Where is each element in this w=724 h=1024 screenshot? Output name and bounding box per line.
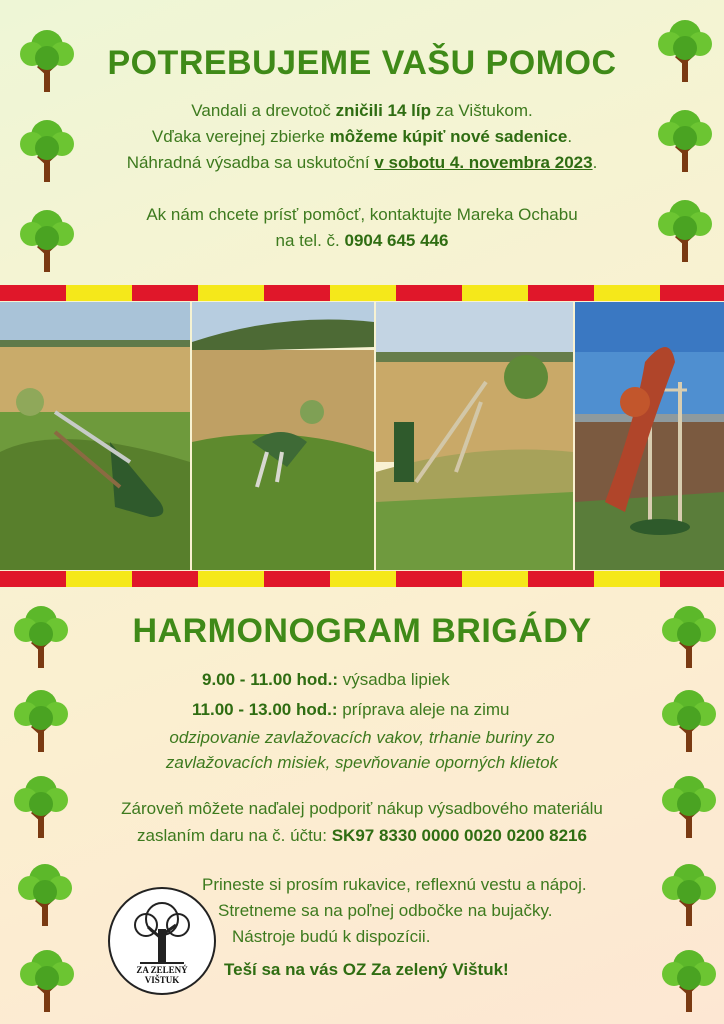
schedule-item-2-detail-1: odzipovanie zavlažovacích vakov, trhanie buriny zo (169, 728, 555, 747)
intro-text (0, 98, 724, 176)
schedule-item-2-detail-2: zavlažovacích misiek, spevňovanie oporných klietok (165, 753, 559, 772)
contact-line-1: Ak nám chcete prísť pomôcť, kontaktujte Mareka Ochabu (146, 205, 578, 224)
schedule-item-2 (192, 697, 510, 723)
logo-text-line-2: VIŠTUK (144, 975, 180, 985)
tree-icon (14, 858, 76, 928)
tree-icon (16, 944, 78, 1014)
schedule-item-2-text: príprava aleje na zimu (337, 700, 510, 719)
schedule-title: HARMONOGRAM BRIGÁDY (132, 612, 592, 650)
tree-icon (658, 858, 720, 928)
contact-text (0, 202, 724, 254)
stripe-divider-top (0, 285, 724, 301)
photo-damaged-tree-2 (192, 302, 374, 570)
footer-line-2: Stretneme sa na poľnej odbočke na bujačky. (218, 901, 553, 920)
intro-line-1: Vandali a drevotoč zničili 14 líp za Vištukom. (191, 101, 533, 120)
logo-text-line-1: ZA ZELENÝ (136, 965, 188, 975)
schedule-item-1 (202, 667, 450, 693)
photo-strip (0, 302, 724, 570)
footer-line-1: Prineste si prosím rukavice, reflexnú vestu a nápoj. (202, 875, 587, 894)
photo-damaged-tree-3 (376, 302, 573, 570)
schedule-item-1-text: výsadba lipiek (338, 670, 450, 689)
phone-number: 0904 645 446 (344, 231, 449, 250)
donation-line-1: Zároveň môžete naďalej podporiť nákup výsadbového materiálu (121, 799, 603, 818)
stripe-divider-bottom (0, 571, 724, 587)
organization-logo (108, 887, 216, 995)
bank-account-number: SK97 8330 0000 0020 0200 8216 (331, 826, 587, 845)
photo-damaged-tree-1 (0, 302, 190, 570)
page-title: POTREBUJEME VAŠU POMOC (107, 44, 617, 82)
contact-line-2: na tel. č. 0904 645 446 (275, 231, 449, 250)
donation-line-2: zaslaním daru na č. účtu: SK97 8330 0000 0020 0200 8216 (137, 826, 587, 845)
intro-line-2: Vďaka verejnej zbierke môžeme kúpiť nové sadenice. (151, 127, 573, 146)
photo-new-sapling (575, 302, 724, 570)
schedule-item-1-time: 9.00 - 11.00 hod.: (202, 670, 339, 689)
tree-icon (658, 944, 720, 1014)
schedule-item-2-time: 11.00 - 13.00 hod.: (192, 700, 338, 719)
footer-line-3: Nástroje budú k dispozícii. (232, 927, 431, 946)
intro-line-3: Náhradná výsadba sa uskutoční v sobotu 4. novembra 2023. (126, 153, 598, 172)
footer-closing: Teší sa na vás OZ Za zelený Vištuk! (224, 960, 509, 979)
